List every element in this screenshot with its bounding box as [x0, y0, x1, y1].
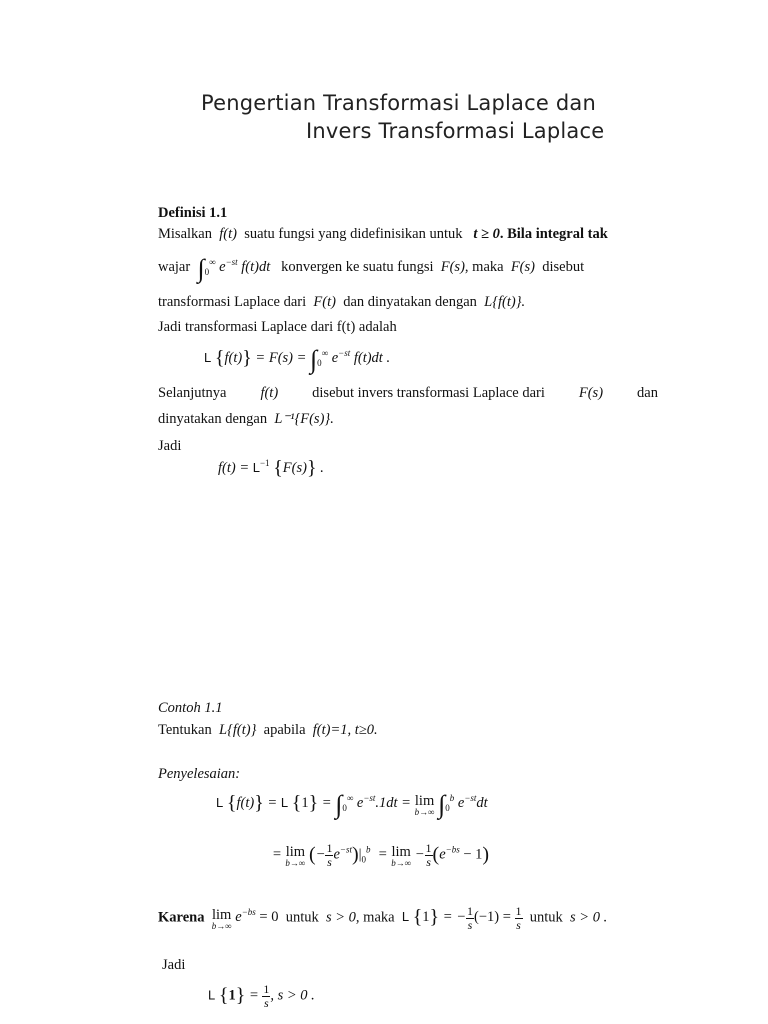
text: Misalkan [158, 226, 212, 242]
inverse-formula: $f(t) = L^{-1}$ {F(s)} . [218, 457, 324, 479]
definition-jadi: Jadi [158, 438, 182, 454]
solution-step-1: L {f(t)} = L $\{1\} = \int_0^\infty$ $e^{-st}.1dt = \lim$ b→∞ $\int_0^b$ $e^{-st}dt$ [216, 790, 488, 819]
text: dan dinyatakan dengan [343, 294, 477, 310]
text: , maka [355, 909, 395, 926]
example-heading: Contoh 1.1 [158, 700, 223, 716]
math-condition: f(t)=1, t≥0. [312, 722, 378, 738]
example-task [158, 722, 378, 739]
math-laplace-f: L{f(t)} [219, 722, 257, 738]
definition-line-2 [158, 254, 584, 284]
math-condition: s > 0 [325, 909, 356, 926]
text: Karena [158, 909, 205, 926]
page-title-line1: Pengertian Transformasi Laplace dan [201, 91, 596, 115]
math-condition: t ≥ 0 [473, 226, 500, 242]
limit-expression: lim b→∞ $e^{-bs} = 0$ [211, 906, 279, 932]
text: disebut invers transformasi Laplace dari [312, 385, 545, 401]
final-result: L {1} = $\frac{1}{s}$ , s > 0 . [208, 982, 315, 1010]
solution-jadi: Jadi [162, 957, 186, 973]
laplace-definition-formula: L $\{f(t)\} = F(s) = \int_0^\infty$ $e^{-st}$ f(t)dt . [204, 345, 391, 374]
text: transformasi Laplace dari [158, 294, 307, 310]
math-F-s: F(s) [440, 259, 465, 275]
math-F-s: F(s) [510, 259, 535, 275]
laplace-of-one: L {1} = − $\frac{1}{s}$ (−1) = $\frac{1}{s}$ [401, 904, 522, 932]
text: disebut [542, 259, 585, 275]
solution-step-2: = lim b→∞ (− $\frac{1}{s}$ $e^{-st})|_0^b = \lim$ b→∞ − $\frac{1}{s}$ $(e^{-bs} - 1)$ [272, 841, 490, 869]
text: untuk [285, 909, 319, 926]
text: dinyatakan dengan [158, 411, 268, 427]
definition-line-1 [158, 226, 608, 243]
math-f-t: f(t) [219, 226, 237, 242]
math-condition: s > 0 . [570, 909, 608, 926]
text: apabila [263, 722, 306, 738]
page-title-line2: Invers Transformasi Laplace [306, 119, 605, 143]
solution-heading: Penyelesaian: [158, 766, 241, 782]
text: , maka [464, 259, 504, 275]
definition-line-7 [158, 411, 334, 428]
text: . Bila integral tak [499, 226, 608, 242]
math-F-s: F(s) [578, 385, 604, 401]
math-inverse-laplace: L⁻¹{F(s)}. [274, 411, 334, 427]
text: wajar [158, 259, 191, 275]
text: Tentukan [158, 722, 212, 738]
improper-integral: $\int_0^\infty$ $e^{-st}$ f(t)dt [197, 254, 271, 283]
definition-line-6 [158, 385, 658, 402]
text: dan [637, 385, 658, 401]
math-laplace-f: L{f(t)}. [484, 294, 526, 310]
solution-karena-line [158, 905, 607, 931]
text: konvergen ke suatu fungsi [281, 259, 434, 275]
math-f-t: f(t) [260, 385, 279, 401]
definition-line-3 [158, 294, 525, 311]
definition-line-4: Jadi transformasi Laplace dari f(t) adalah [158, 319, 397, 335]
text: Selanjutnya [158, 385, 227, 401]
definition-heading: Definisi 1.1 [158, 205, 228, 221]
text: suatu fungsi yang didefinisikan untuk [244, 226, 463, 242]
math-F-t: F(t) [313, 294, 336, 310]
text: untuk [529, 909, 563, 926]
